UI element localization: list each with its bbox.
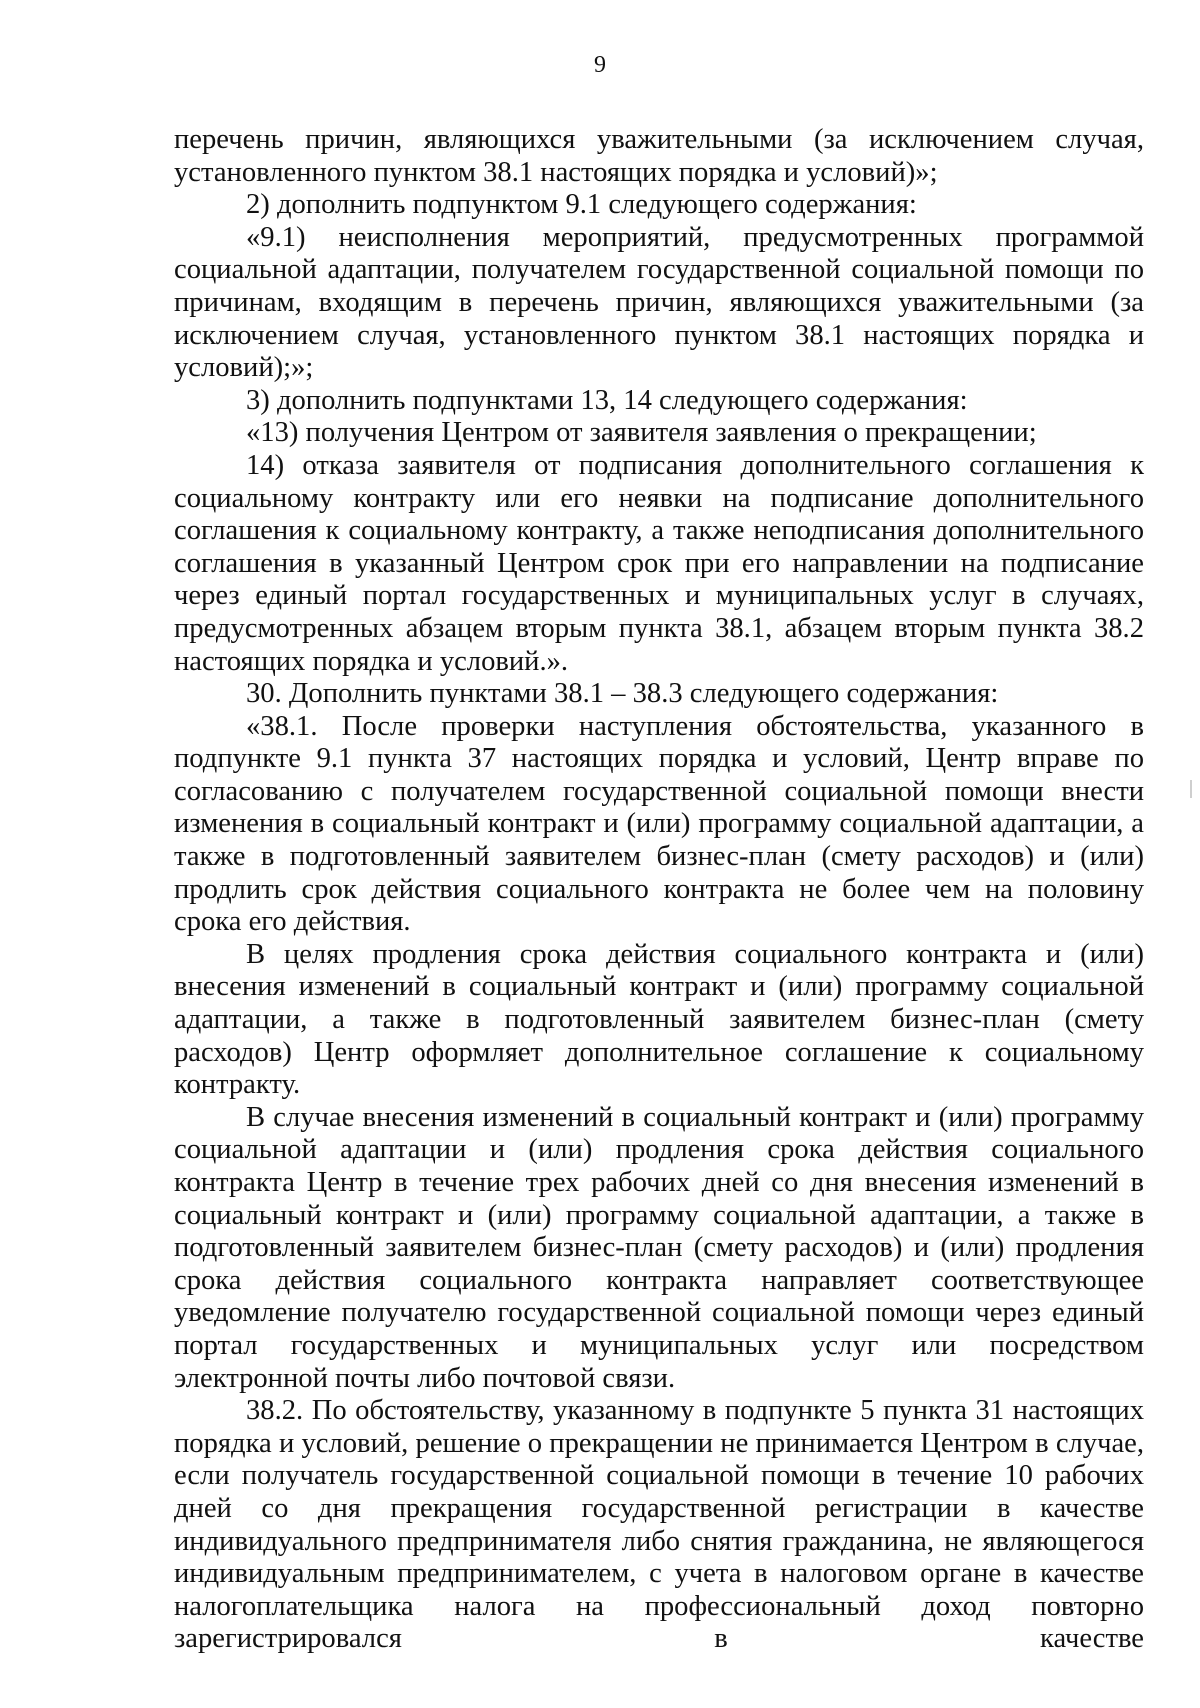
document-body [174,124,1144,1656]
scan-edge-mark [1190,780,1192,798]
paragraph-item-2: 2) дополнить подпунктом 9.1 следующего содержания: [246,189,917,221]
paragraph-subitem-13: «13) получения Центром от заявителя заявления о прекращении; [246,417,1037,449]
paragraph-38-1-notification: В случае внесения изменений в социальный контракт и (или) программу социальной адаптации и (или) продления срока действия социального контракта Центр в течение трех рабочих дней со дня внесения изменений в социальный контракт и (или) программу социальной адаптации, а также в подготовленный заявителем бизнес-план (смету расходов) и (или) продления срока действия социального контракта направляет соответствующее уведомление получателю государственной социальной помощи через единый портал государственных и муниципальных услуг или посредством электронной почты либо почтовой связи. [174,1101,1144,1394]
paragraph-continuation: перечень причин, являющихся уважительными (за исключением случая, установленного пунктом 38.1 настоящих порядка и условий)»; [174,124,1144,188]
paragraph-38-1-extension: В целях продления срока действия социального контракта и (или) внесения изменений в социальный контракт и (или) программу социальной адаптации, а также в подготовленный заявителем бизнес-план (смету расходов) Центр оформляет дополнительное соглашение к социальному контракту. [174,938,1144,1101]
paragraph-item-3: 3) дополнить подпунктами 13, 14 следующего содержания: [246,384,968,416]
paragraph-item-30: 30. Дополнить пунктами 38.1 – 38.3 следующего содержания: [246,678,999,710]
page-number: 9 [594,52,606,78]
paragraph-subitem-14: 14) отказа заявителя от подписания дополнительного соглашения к социальному контракту или его неявки на подписание дополнительного соглашения к социальному контракту, а также неподписания дополнительного соглашения в указанный Центром срок при его направлении на подписание через единый портал государственных и муниципальных услуг в случаях, предусмотренных абзацем вторым пункта 38.1, абзацем вторым пункта 38.2 настоящих порядка и условий.». [174,449,1144,677]
paragraph-subitem-9-1: «9.1) неисполнения мероприятий, предусмотренных программой социальной адаптации, получателем государственной социальной помощи по причинам, входящим в перечень причин, являющихся уважительными (за исключением случая, установленного пунктом 38.1 настоящих порядка и условий);»; [174,221,1144,384]
paragraph-38-1: «38.1. После проверки наступления обстоятельства, указанного в подпункте 9.1 пункта 37 настоящих порядка и условий, Центр вправе по согласованию с получателем государственной социальной помощи внести изменения в социальный контракт и (или) программу социальной адаптации, а также в подготовленный заявителем бизнес-план (смету расходов) и (или) продлить срок действия социального контракта не более чем на половину срока его действия. [174,710,1144,938]
paragraph-38-2: 38.2. По обстоятельству, указанному в подпункте 5 пункта 31 настоящих порядка и условий, решение о прекращении не принимается Центром в случае, если получатель государственной социальной помощи в течение 10 рабочих дней со дня прекращения государственной регистрации в качестве индивидуального предпринимателя либо снятия гражданина, не являющегося индивидуальным предпринимателем, с учета в налоговом органе в качестве налогоплательщика налога на профессиональный доход повторно зарегистрировался в качестве [174,1395,1144,1655]
